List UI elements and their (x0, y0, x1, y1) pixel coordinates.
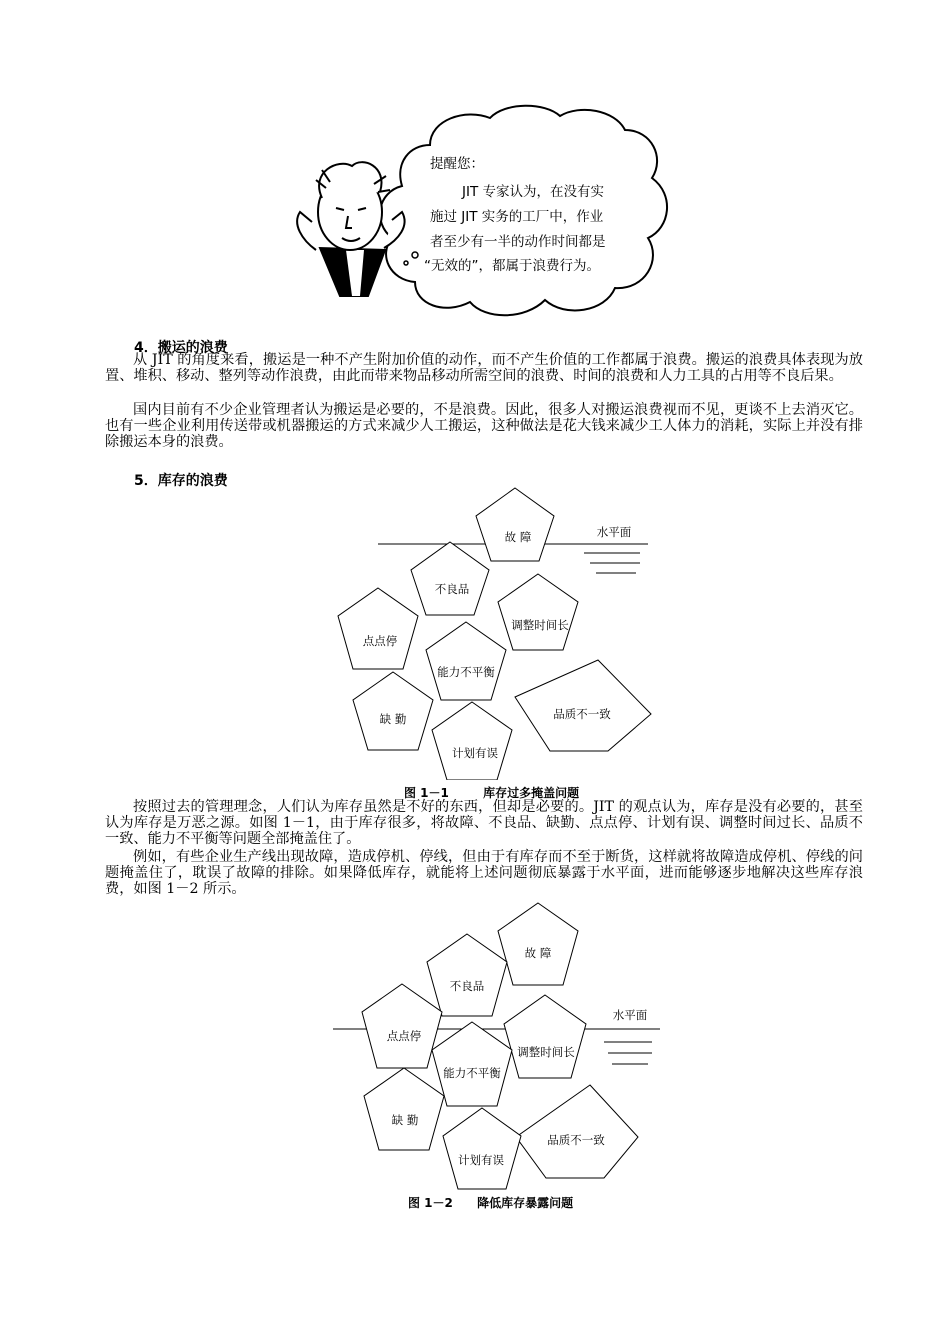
pentagon-queqin (364, 1068, 444, 1150)
pentagon-jihua (443, 1108, 521, 1189)
pentagon-nengli (426, 622, 506, 700)
pentagon-guzhang (476, 488, 554, 561)
section-4-heading: 4．搬运的浪费 (134, 340, 228, 356)
pentagon-guzhang (498, 903, 578, 985)
pentagon-jihua (432, 702, 512, 780)
label-guzhang: 故 障 (504, 530, 532, 544)
pentagon-pinzhi (515, 660, 651, 751)
label-buliangpin: 不良品 (434, 582, 470, 596)
reminder-line-1: JIT 专家认为，在没有实 (462, 184, 605, 200)
label-pinzhi: 品质不一致 (553, 707, 611, 721)
section-5-paragraph-1: 按照过去的管理理念，人们认为库存虽然是不好的东西，但却是必要的。JIT 的观点认为，库存是没有必要的，甚至认为库存是万恶之源。如图 1－1，由于库存很多，将故障、不良品、缺勤、点点停、计划有误、调整时间过长、品质不一致、能力不平衡等问题全部掩盖住了。 (105, 799, 863, 847)
label-diandianting: 点点停 (362, 634, 398, 648)
pentagon-tiaozheng (504, 995, 586, 1078)
section-4-paragraph-2: 国内目前有不少企业管理者认为搬运是必要的，不是浪费。因此，很多人对搬运浪费视而不见，更谈不上去消灭它。也有一些企业利用传送带或机器搬运的方式来减少人工搬运，这种做法是花大钱来减少工人体力的消耗，实际上并没有排除搬运本身的浪费。 (105, 402, 863, 450)
label-water-surface: 水平面 (612, 1008, 648, 1022)
pentagon-tiaozheng (498, 574, 578, 650)
figure-1-2-title: 降低库存暴露问题 (477, 1196, 574, 1210)
reminder-title: 提醒您： (430, 156, 484, 172)
figure-1-1-title: 库存过多掩盖问题 (483, 786, 580, 800)
reminder-line-2: 施过 JIT 实务的工厂中，作业 (430, 209, 604, 225)
label-jihua: 计划有误 (458, 1153, 504, 1167)
pentagon-buliangpin (411, 542, 489, 615)
label-jihua: 计划有误 (452, 746, 498, 760)
pentagon-queqin (353, 672, 433, 750)
label-queqin: 缺 勤 (391, 1113, 419, 1127)
pentagon-nengli (432, 1022, 512, 1106)
label-tiaozheng: 调整时间长 (517, 1045, 575, 1059)
reminder-line-3: 者至少有一半的动作时间都是 (430, 234, 606, 250)
label-tiaozheng: 调整时间长 (511, 618, 569, 632)
label-buliangpin: 不良品 (449, 979, 485, 993)
figure-1-2-number: 图 1－2 (408, 1196, 453, 1210)
label-guzhang: 故 障 (524, 946, 552, 960)
figure-1-2-caption (408, 1194, 573, 1211)
figure-1-2-diagram (325, 895, 670, 1195)
label-diandianting: 点点停 (386, 1029, 422, 1043)
label-nengli: 能力不平衡 (443, 1066, 501, 1080)
pentagon-pinzhi (516, 1085, 638, 1178)
pentagon-diandianting (362, 984, 442, 1068)
section-4-paragraph-1: 从 JIT 的角度来看，搬运是一种不产生附加价值的动作，而不产生价值的工作都属于浪费。搬运的浪费具体表现为放置、堆积、移动、整列等动作浪费，由此而带来物品移动所需空间的浪费、时间的浪费和人力工具的占用等不良后果。 (105, 352, 863, 384)
section-5-paragraph-2: 例如，有些企业生产线出现故障，造成停机、停线，但由于有库存而不至于断货，这样就将故障造成停机、停线的问题掩盖住了，耽误了故障的排除。如果降低库存，就能将上述问题彻底暴露于水平面，进而能够逐步地解决这些库存浪费，如图 1－2 所示。 (105, 849, 863, 897)
label-pinzhi: 品质不一致 (547, 1133, 605, 1147)
label-queqin: 缺 勤 (379, 712, 407, 726)
label-nengli: 能力不平衡 (437, 665, 495, 679)
label-water-surface: 水平面 (596, 525, 632, 539)
pentagon-buliangpin (427, 934, 507, 1016)
figure-1-1-number: 图 1－1 (404, 786, 449, 800)
figure-1-1-diagram (330, 480, 670, 780)
section-5-heading: 5．库存的浪费 (134, 473, 228, 489)
pentagon-diandianting (338, 588, 418, 669)
reminder-line-4: “无效的”，都属于浪费行为。 (424, 258, 600, 274)
